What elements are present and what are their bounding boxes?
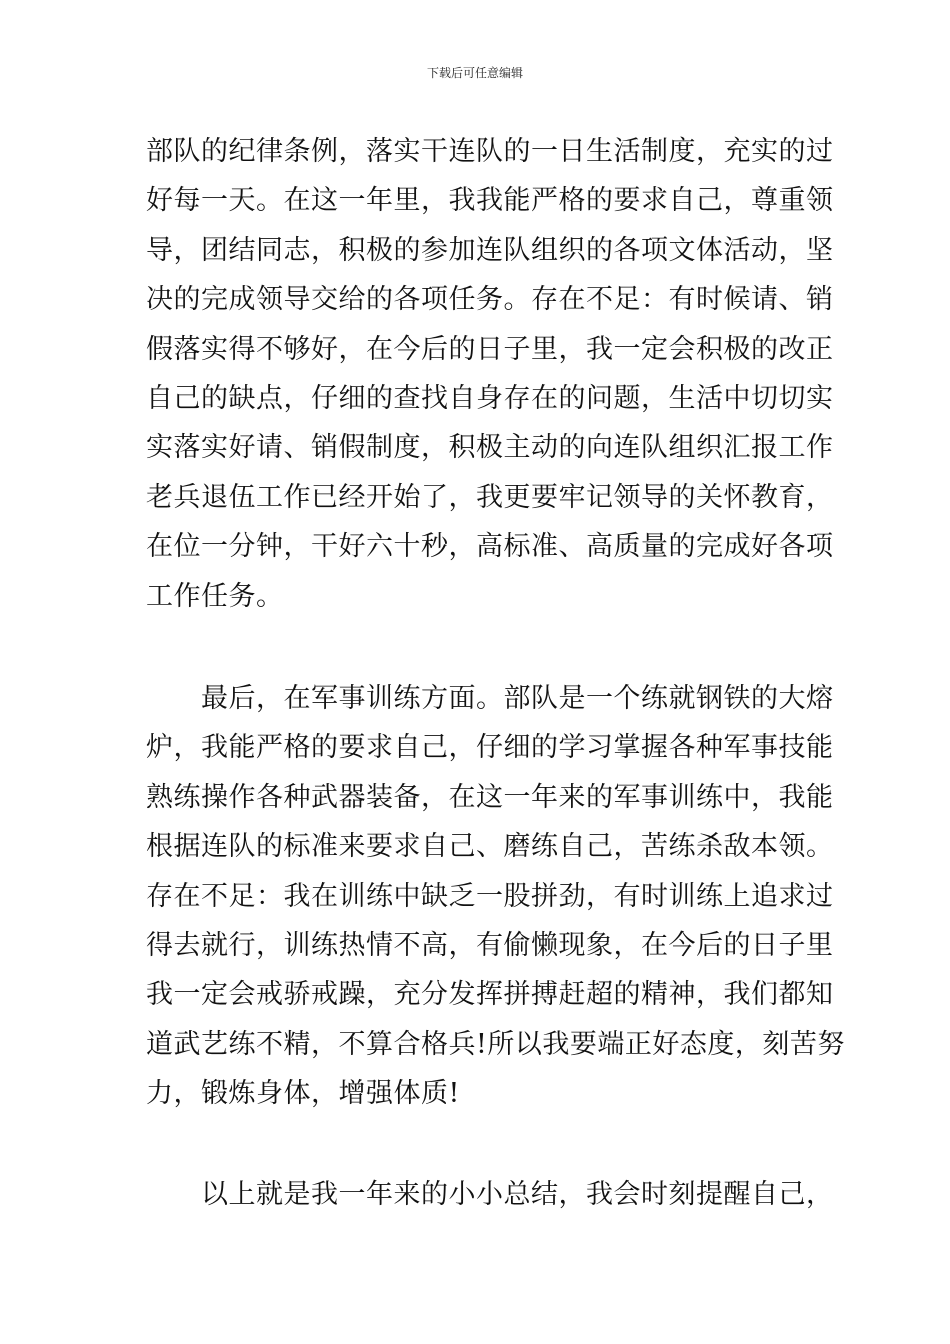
text-line: 工作任务。 bbox=[146, 580, 284, 612]
paragraph-1 bbox=[146, 127, 834, 621]
text-line: 假落实得不够好，在今后的日子里，我一定会积极的改正 bbox=[146, 333, 834, 365]
text-line: 部队的纪律条例，落实干连队的一日生活制度，充实的过 bbox=[146, 136, 834, 167]
text-line: 根据连队的标准来要求自己、磨练自己，苦练杀敌本领。 bbox=[146, 831, 834, 863]
text-line: 老兵退伍工作已经开始了，我更要牢记领导的关怀教育， bbox=[146, 481, 834, 513]
text-line: 存在不足：我在训练中缺乏一股拼劲，有时训练上追求过 bbox=[146, 880, 834, 912]
text-line: 好每一天。在这一年里，我我能严格的要求自己，尊重领 bbox=[146, 185, 834, 217]
text-line: 在位一分钟，干好六十秒，高标准、高质量的完成好各项 bbox=[146, 531, 834, 563]
text-line: 最后，在军事训练方面。部队是一个练就钢铁的大熔 bbox=[146, 683, 834, 714]
text-line: 力，锻炼身体，增强体质! bbox=[146, 1078, 460, 1110]
text-line: 导，团结同志，积极的参加连队组织的各项文体活动，坚 bbox=[146, 234, 834, 266]
text-line: 得去就行，训练热情不高，有偷懒现象，在今后的日子里 bbox=[146, 929, 834, 961]
text-line: 决的完成领导交给的各项任务。存在不足：有时候请、销 bbox=[146, 284, 834, 316]
text-line: 熟练操作各种武器装备，在这一年来的军事训练中，我能 bbox=[146, 781, 834, 813]
text-line: 实落实好请、销假制度，积极主动的向连队组织汇报工作 bbox=[146, 432, 834, 464]
text-line: 道武艺练不精，不算合格兵!所以我要端正好态度，刻苦努 bbox=[146, 1028, 845, 1060]
text-line: 自己的缺点，仔细的查找自身存在的问题，生活中切切实 bbox=[146, 382, 834, 414]
paragraph-2 bbox=[146, 674, 845, 1119]
text-line: 炉，我能严格的要求自己，仔细的学习掌握各种军事技能 bbox=[146, 732, 834, 764]
paragraph-3 bbox=[146, 1170, 834, 1219]
page-header: 下载后可任意编辑 bbox=[426, 66, 523, 80]
text-line: 我一定会戒骄戒躁，充分发挥拼搏赶超的精神，我们都知 bbox=[146, 979, 834, 1011]
text-line: 以上就是我一年来的小小总结，我会时刻提醒自己， bbox=[146, 1179, 834, 1210]
